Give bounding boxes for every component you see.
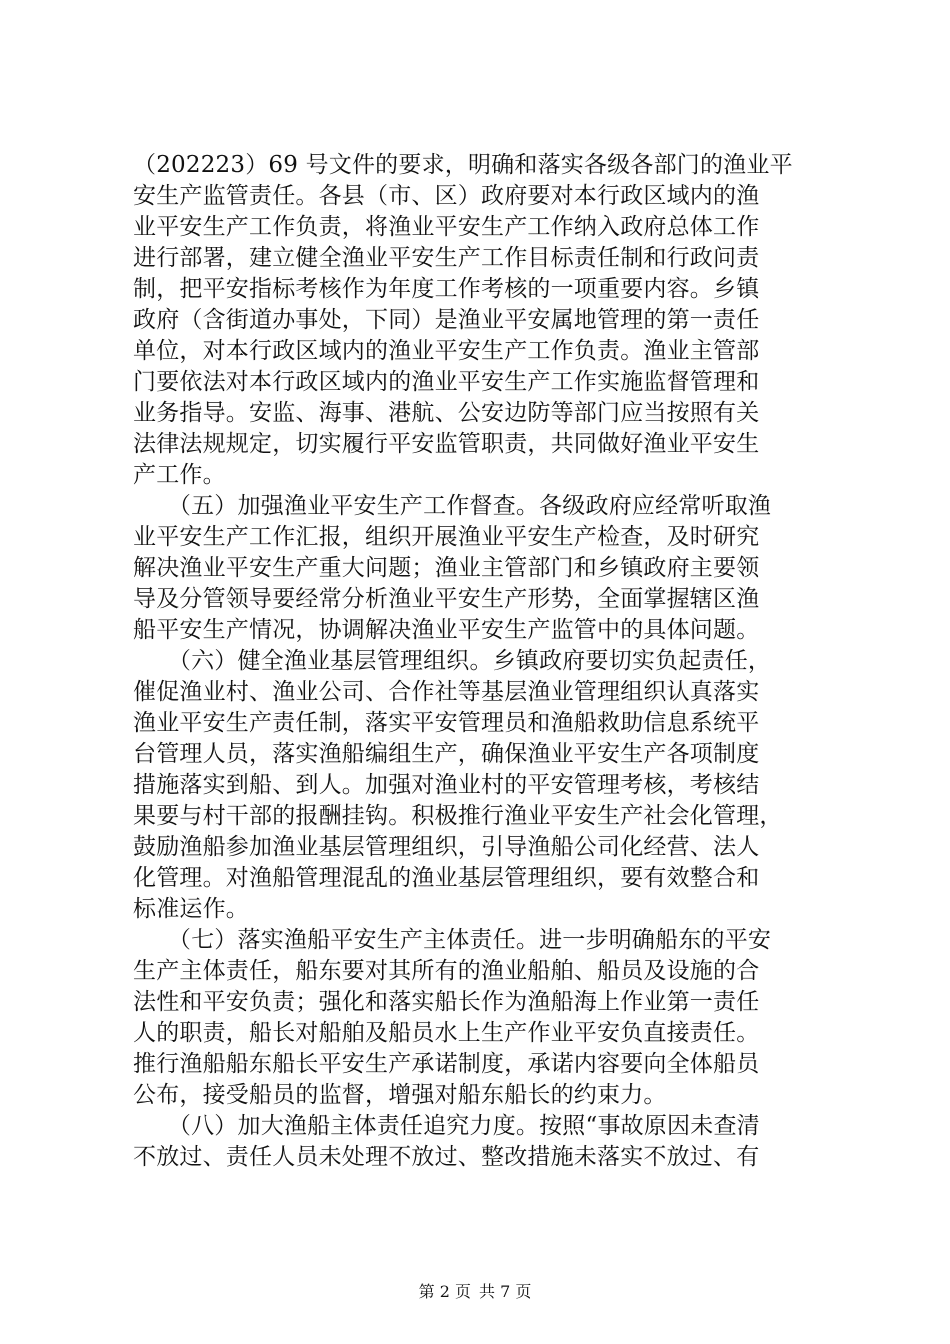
- text-line: 业平安生产工作负责，将渔业平安生产工作纳入政府总体工作: [133, 214, 760, 240]
- page-footer: [0, 1282, 950, 1302]
- text-line: （六）健全渔业基层管理组织。乡镇政府要切实负起责任，: [133, 648, 772, 674]
- page-number: 第 2 页: [418, 1282, 471, 1301]
- text-line: 渔业平安生产责任制，落实平安管理员和渔船救助信息系统平: [133, 710, 760, 736]
- text-line: （七）落实渔船平安生产主体责任。进一步明确船东的平安: [133, 927, 772, 953]
- body-text: [133, 150, 833, 1173]
- text-line: （202223）69 号文件的要求，明确和落实各级各部门的渔业平: [133, 152, 793, 178]
- text-line: 法律法规规定，切实履行平安监管职责，共同做好渔业平安生: [133, 431, 760, 457]
- text-line: 措施落实到船、到人。加强对渔业村的平安管理考核，考核结: [133, 772, 760, 798]
- text-line: 果要与村干部的报酬挂钩。积极推行渔业平安生产社会化管理，: [133, 803, 783, 829]
- text-line: 门要依法对本行政区域内的渔业平安生产工作实施监督管理和: [133, 369, 760, 395]
- text-line: 台管理人员，落实渔船编组生产，确保渔业平安生产各项制度: [133, 741, 760, 767]
- text-line: 鼓励渔船参加渔业基层管理组织，引导渔船公司化经营、法人: [133, 834, 760, 860]
- text-line: 不放过、责任人员未处理不放过、整改措施未落实不放过、有: [133, 1144, 760, 1170]
- text-line: 化管理。对渔船管理混乱的渔业基层管理组织，要有效整合和: [133, 865, 760, 891]
- text-line: 导及分管领导要经常分析渔业平安生产形势，全面掌握辖区渔: [133, 586, 760, 612]
- text-line: 单位，对本行政区域内的渔业平安生产工作负责。渔业主管部: [133, 338, 760, 364]
- page-total: 共 7 页: [479, 1282, 532, 1301]
- text-line: 船平安生产情况，协调解决渔业平安生产监管中的具体问题。: [133, 617, 760, 643]
- text-line: 制，把平安指标考核作为年度工作考核的一项重要内容。乡镇: [133, 276, 760, 302]
- text-line: 解决渔业平安生产重大问题；渔业主管部门和乡镇政府主要领: [133, 555, 760, 581]
- text-line: 安生产监管责任。各县（市、区）政府要对本行政区域内的渔: [133, 183, 760, 209]
- text-line: 推行渔船船东船长平安生产承诺制度，承诺内容要向全体船员: [133, 1051, 760, 1077]
- text-line: 催促渔业村、渔业公司、合作社等基层渔业管理组织认真落实: [133, 679, 760, 705]
- text-line: 标准运作。: [133, 896, 249, 922]
- text-line: 产工作。: [133, 462, 226, 488]
- text-line: 政府（含街道办事处，下同）是渔业平安属地管理的第一责任: [133, 307, 760, 333]
- text-line: 人的职责，船长对船舶及船员水上生产作业平安负直接责任。: [133, 1020, 760, 1046]
- text-line: 公布，接受船员的监督，增强对船东船长的约束力。: [133, 1082, 667, 1108]
- text-line: （八）加大渔船主体责任追究力度。按照“事故原因未查清: [133, 1113, 760, 1139]
- text-line: （五）加强渔业平安生产工作督查。各级政府应经常听取渔: [133, 493, 772, 519]
- text-line: 业务指导。安监、海事、港航、公安边防等部门应当按照有关: [133, 400, 760, 426]
- text-line: 生产主体责任，船东要对其所有的渔业船舶、船员及设施的合: [133, 958, 760, 984]
- text-line: 进行部署，建立健全渔业平安生产工作目标责任制和行政问责: [133, 245, 760, 271]
- text-line: 法性和平安负责；强化和落实船长作为渔船海上作业第一责任: [133, 989, 760, 1015]
- text-line: 业平安生产工作汇报，组织开展渔业平安生产检查，及时研究: [133, 524, 760, 550]
